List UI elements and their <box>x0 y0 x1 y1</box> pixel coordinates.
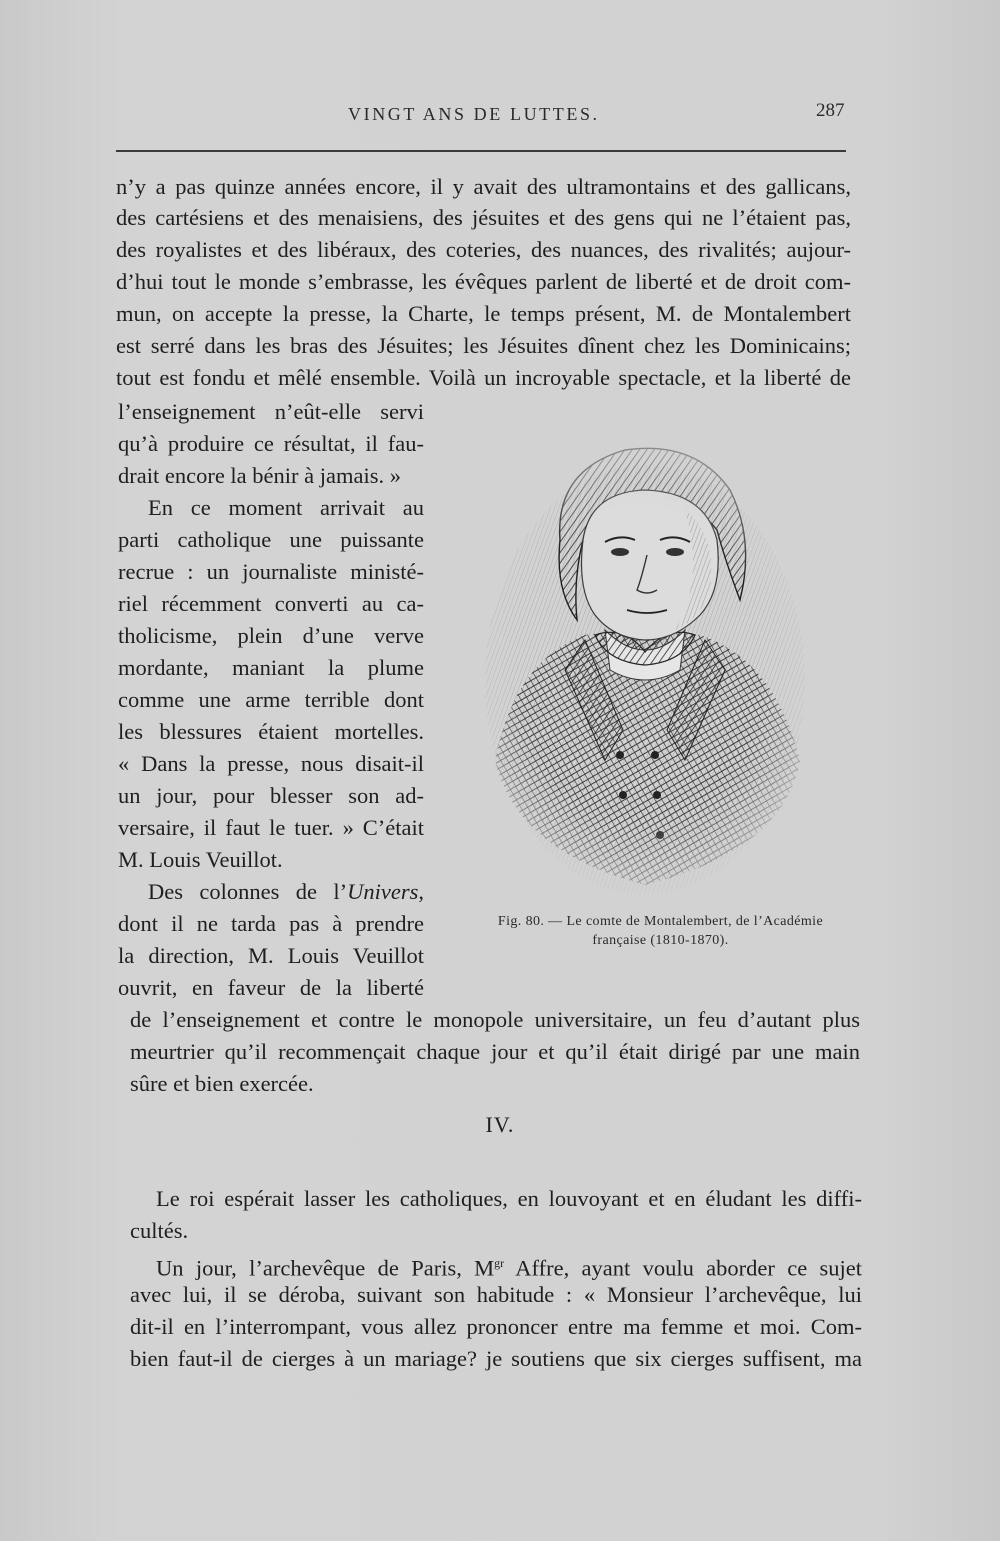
text-line: l’enseignement n’eût-elle servi <box>118 399 424 424</box>
text-line: est serré dans les bras des Jésuites; les Jésuites dînent chez les Dominicains; <box>116 333 851 358</box>
text-line: En ce moment arrivait au <box>148 495 424 520</box>
text-line: riel récemment converti au ca- <box>118 591 424 616</box>
header-rule <box>116 150 846 152</box>
text-line: Le roi espérait lasser les catholiques, en louvoyant et en éludant les diffi- <box>156 1186 862 1211</box>
text-run: , <box>418 879 424 904</box>
text-line: sûre et bien exercée. <box>130 1071 314 1096</box>
text-line: de l’enseignement et contre le monopole universitaire, un feu d’autant plus <box>130 1007 860 1032</box>
text-line: tout est fondu et mêlé ensemble. Voilà un incroyable spectacle, et la liberté de <box>116 365 851 390</box>
text-line: parti catholique une puissante <box>118 527 424 552</box>
text-line: des cartésiens et des menaisiens, des jésuites et des gens qui ne l’étaient pas, <box>116 205 851 230</box>
section-heading: IV. <box>485 1112 515 1137</box>
running-title: VINGT ANS DE LUTTES. <box>348 104 600 124</box>
text-line: un jour, pour blesser son ad- <box>118 783 424 808</box>
text-line: « Dans la presse, nous disait-il <box>118 751 424 776</box>
text-line: la direction, M. Louis Veuillot <box>118 943 424 968</box>
text-line: mun, on accepte la presse, la Charte, le temps présent, M. de Montalembert <box>116 301 851 326</box>
text-line: comme une arme terrible dont <box>118 687 424 712</box>
text-line: M. Louis Veuillot. <box>118 847 283 872</box>
caption-line: Fig. 80. — Le comte de Montalembert, de l’Académie <box>497 914 824 929</box>
text-line: tholicisme, plein d’une verve <box>118 623 424 648</box>
text-line: qu’à produire ce résultat, il fau- <box>118 431 424 456</box>
superscript: gr <box>494 1256 505 1270</box>
text-line: d’hui tout le monde s’embrasse, les évêques parlent de liberté et de droit com- <box>116 269 851 294</box>
text-line: drait encore la bénir à jamais. » <box>118 463 401 488</box>
text-line: des royalistes et des libéraux, des coteries, des nuances, des rivalités; aujour- <box>116 237 851 262</box>
text-line: mordante, maniant la plume <box>118 655 424 680</box>
text-line: bien faut-il de cierges à un mariage? je soutiens que six cierges suffisent, ma <box>130 1346 862 1371</box>
text-run: Des colonnes de l’ <box>148 879 348 904</box>
text-line: les blessures étaient mortelles. <box>118 719 424 744</box>
figure-caption <box>478 912 843 950</box>
text-run: Un jour, l’archevêque de Paris, M <box>156 1255 495 1281</box>
caption-line: française (1810-1870). <box>592 933 729 948</box>
text-line: ouvrit, en faveur de la liberté <box>118 975 424 1000</box>
page-number: 287 <box>816 100 845 121</box>
text-line: meurtrier qu’il recommençait chaque jour et qu’il était dirigé par une main <box>130 1039 860 1064</box>
text-line <box>148 877 424 907</box>
text-line: dont il ne tarda pas à prendre <box>118 911 424 936</box>
text-line: n’y a pas quinze années encore, il y avait des ultramontains et des gallicans, <box>116 174 851 199</box>
text-line: recrue : un journaliste ministé- <box>118 559 424 584</box>
text-line <box>156 1248 862 1284</box>
text-run: Affre, ayant voulu aborder ce sujet <box>504 1255 863 1281</box>
text-line: versaire, il faut le tuer. » C’était <box>118 815 424 840</box>
journal-title: Univers <box>347 879 419 904</box>
text-line: dit-il en l’interrompant, vous allez prononcer entre ma femme et moi. Com- <box>130 1314 862 1339</box>
portrait-engraving <box>455 430 825 900</box>
text-line: cultés. <box>130 1218 189 1243</box>
text-line: avec lui, il se déroba, suivant son habitude : « Monsieur l’archevêque, lui <box>130 1282 862 1307</box>
